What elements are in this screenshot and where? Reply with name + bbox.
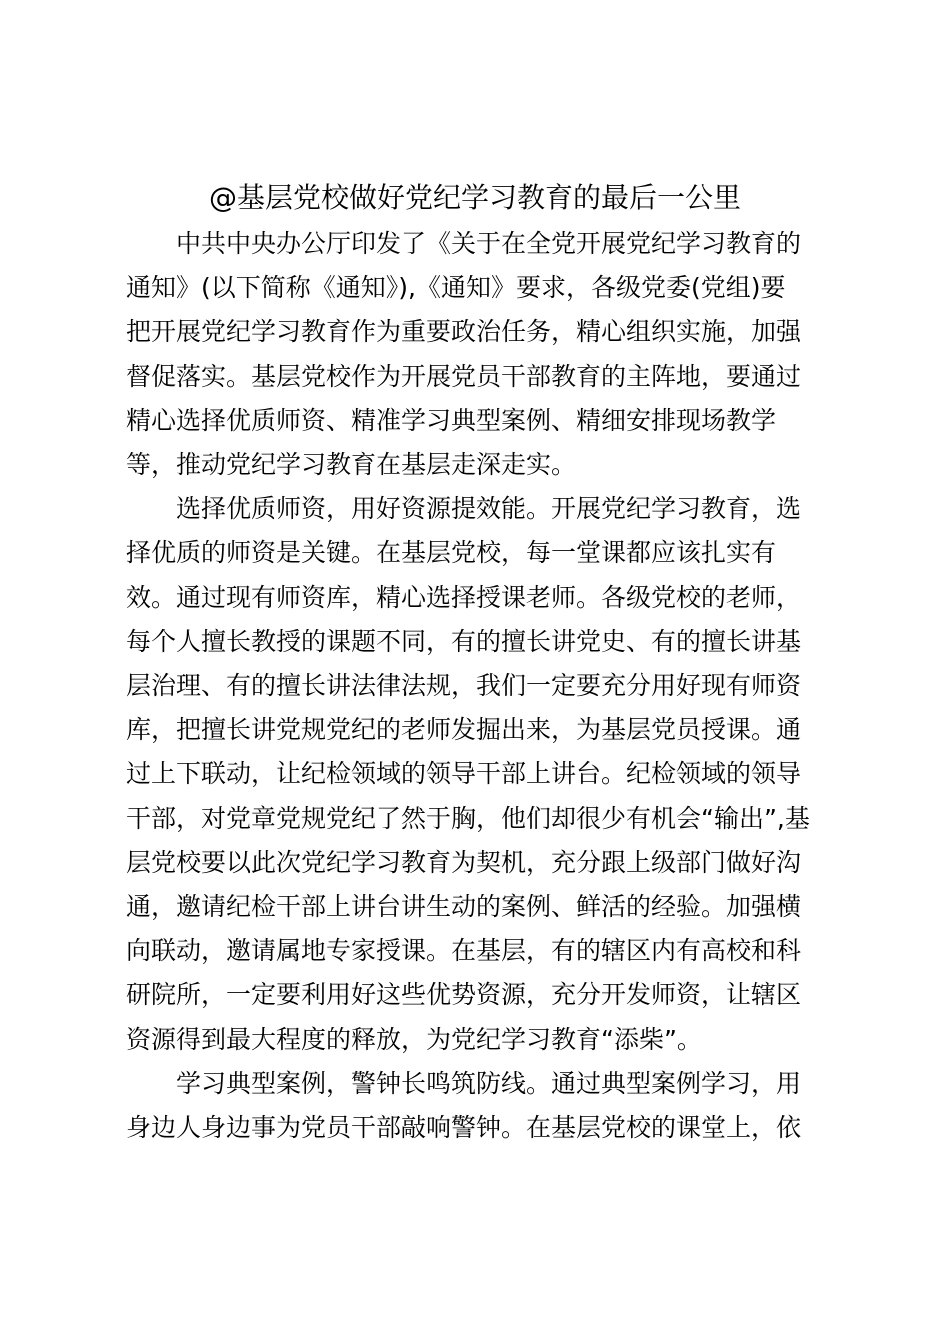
paragraph-cases	[126, 1062, 822, 1150]
text-line: 精心选择优质师资、精准学习典型案例、精细安排现场教学	[126, 405, 777, 435]
document-title: @基层党校做好党纪学习教育的最后一公里	[208, 181, 741, 214]
text-line: 学习典型案例，警钟长鸣筑防线。通过典型案例学习，用	[126, 1068, 802, 1098]
text-line: 层治理、有的擅长讲法律法规，我们一定要充分用好现有师资	[126, 671, 802, 701]
text-line: 通，邀请纪检干部上讲台讲生动的案例、鲜活的经验。加强横	[126, 892, 802, 922]
text-line: 研院所，一定要利用好这些优势资源，充分开发师资，让辖区	[126, 980, 802, 1010]
text-line: 把开展党纪学习教育作为重要政治任务，精心组织实施，加强	[126, 317, 802, 347]
text-line: 每个人擅长教授的课题不同，有的擅长讲党史、有的擅长讲基	[126, 626, 802, 656]
text-line: 效。通过现有师资库，精心选择授课老师。各级党校的老师，	[126, 582, 802, 612]
text-line: 干部，对党章党规党纪了然于胸，他们却很少有机会“输出”,基	[126, 803, 810, 833]
text-line: 身边人身边事为党员干部敲响警钟。在基层党校的课堂上，依	[126, 1113, 802, 1143]
text-line: 中共中央办公厅印发了《关于在全党开展党纪学习教育的	[126, 229, 802, 258]
text-line: 选择优质师资，用好资源提效能。开展党纪学习教育，选	[126, 494, 802, 524]
text-line: 库，把擅长讲党规党纪的老师发掘出来，为基层党员授课。通	[126, 715, 802, 745]
document-body	[126, 222, 822, 1150]
paragraph-intro	[126, 222, 822, 487]
paragraph-teachers	[126, 487, 822, 1062]
text-line: 过上下联动，让纪检领域的领导干部上讲台。纪检领域的领导	[126, 759, 802, 789]
text-line: 等，推动党纪学习教育在基层走深走实。	[126, 450, 577, 480]
text-line: 资源得到最大程度的释放，为党纪学习教育“添柴”。	[126, 1024, 702, 1054]
text-line: 择优质的师资是关键。在基层党校，每一堂课都应该扎实有	[126, 538, 777, 568]
text-line: 向联动，邀请属地专家授课。在基层，有的辖区内有高校和科	[126, 936, 802, 966]
text-line: 层党校要以此次党纪学习教育为契机，充分跟上级部门做好沟	[126, 847, 802, 877]
text-line: 通知》(以下简称《通知》),《通知》要求，各级党委(党组)要	[126, 273, 786, 303]
text-line: 督促落实。基层党校作为开展党员干部教育的主阵地，要通过	[126, 361, 802, 391]
